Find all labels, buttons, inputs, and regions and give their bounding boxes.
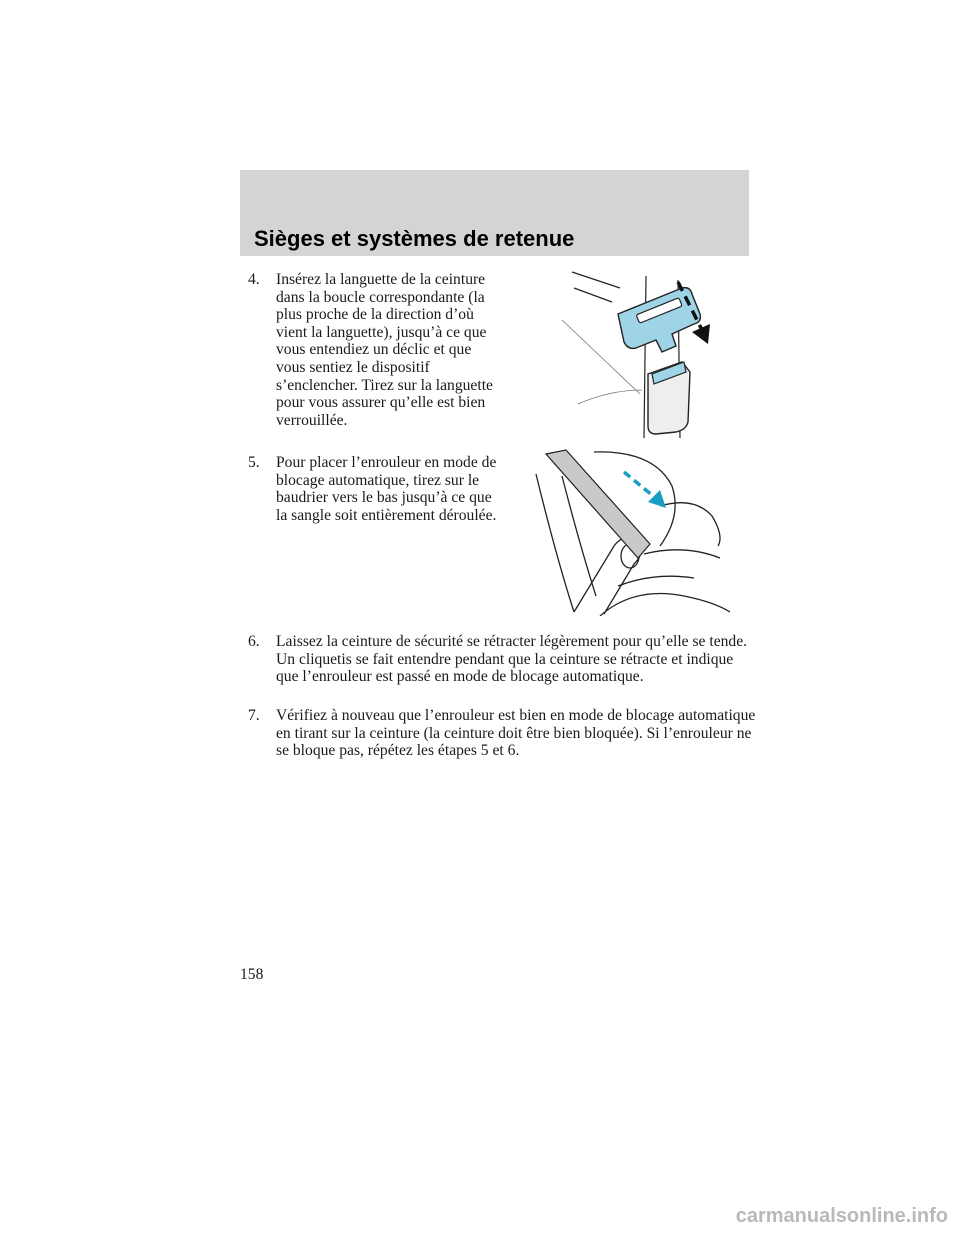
instruction-step-7 xyxy=(248,707,768,760)
step-number: 7. xyxy=(248,707,260,724)
section-title: Sièges et systèmes de retenue xyxy=(254,226,575,251)
instruction-step-4 xyxy=(248,271,498,429)
step-text: Vérifiez à nouveau que l’enrouleur est bien en mode de blocage automatique en tirant sur la ceinture (la ceinture doit être bien bloquée). Si l’enrouleur ne se bloque pas, répétez les étapes 5 et 6. xyxy=(276,707,756,760)
seatbelt-buckle-illustration xyxy=(560,262,730,440)
pull-down-arrow-icon xyxy=(624,472,666,508)
step-number: 4. xyxy=(248,271,260,288)
shoulder-belt-strap xyxy=(546,450,650,558)
step-number: 5. xyxy=(248,454,260,471)
step-text: Insérez la languette de la ceinture dans la boucle correspondante (la plus proche de la direction d’où vient la languette), jusqu’à ce que vous entendiez un déclic et que vous sentiez le dispositif s’enclencher. Tirez sur la languette pour vous assurer qu’elle est bien verrouillée. xyxy=(276,271,493,429)
step-text: Pour placer l’enrouleur en mode de blocage automatique, tirez sur le baudrier vers le bas jusqu’à ce que la sangle soit entièrement déroulée. xyxy=(276,454,497,524)
instruction-step-5 xyxy=(248,454,498,524)
step-text: Laissez la ceinture de sécurité se rétracter légèrement pour qu’elle se tende. Un cliquetis se fait entendre pendant que la ceinture se rétracte et indique que l’enrouleur est passé en mode de blocage automatique. xyxy=(276,633,748,686)
step-number: 6. xyxy=(248,633,260,650)
page-number: 158 xyxy=(240,966,264,983)
belt-tongue-icon xyxy=(618,288,700,352)
instruction-step-6 xyxy=(248,633,748,686)
buckle-icon xyxy=(648,362,690,434)
child-seat-shoulder-belt-illustration xyxy=(534,446,730,616)
section-header-band xyxy=(240,170,749,256)
watermark: carmanualsonline.info xyxy=(735,1205,948,1227)
